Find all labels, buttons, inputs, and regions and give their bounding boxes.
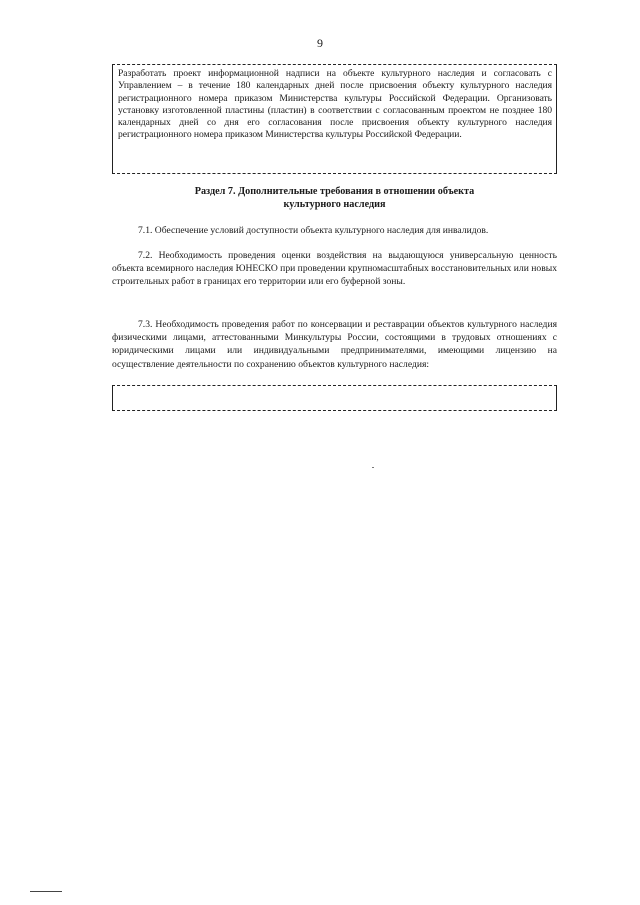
section-title bbox=[112, 185, 557, 211]
page-number: 9 bbox=[317, 36, 323, 50]
footer-mark bbox=[30, 891, 62, 892]
requirements-box bbox=[112, 64, 557, 174]
paragraph-7-1: 7.1. Обеспечение условий доступности объекта культурного наследия для инвалидов. bbox=[138, 225, 489, 236]
scan-speck bbox=[372, 467, 374, 468]
empty-field-box bbox=[112, 385, 557, 411]
requirements-box-text: Разработать проект информационной надписи на объекте культурного наследия и согласовать с Управлением – в течение 180 календарных дней после присвоения объекту культурного наследия регистрационного номера приказом Министерства культуры Российской Федерации. Организовать установку изготовленной пластины (пластин) в соответствии с согласованным проектом не позднее 180 календарных дней со дня его согласования после присвоения объекту культурного наследия регистрационного номера приказом Министерства культуры Российской Федерации. bbox=[118, 68, 552, 141]
paragraph-7-2: 7.2. Необходимость проведения оценки воздействия на выдающуюся универсальную ценность объекта всемирного наследия ЮНЕСКО при проведении крупномасштабных восстановительных или новых строительных работ в границах его территории или его буферной зоны. bbox=[112, 250, 557, 288]
section-title-line-1: Раздел 7. Дополнительные требования в отношении объекта bbox=[194, 186, 475, 197]
section-title-line-2: культурного наследия bbox=[283, 199, 386, 210]
paragraph-7-3: 7.3. Необходимость проведения работ по консервации и реставрации объектов культурного наследия физическими лицами, аттестованными Минкультуры России, состоящими в трудовых отношениях с юридическими лицами или индивидуальными предпринимателями, имеющими лицензию на осуществление деятельности по сохранению объектов культурного наследия: bbox=[112, 319, 557, 370]
